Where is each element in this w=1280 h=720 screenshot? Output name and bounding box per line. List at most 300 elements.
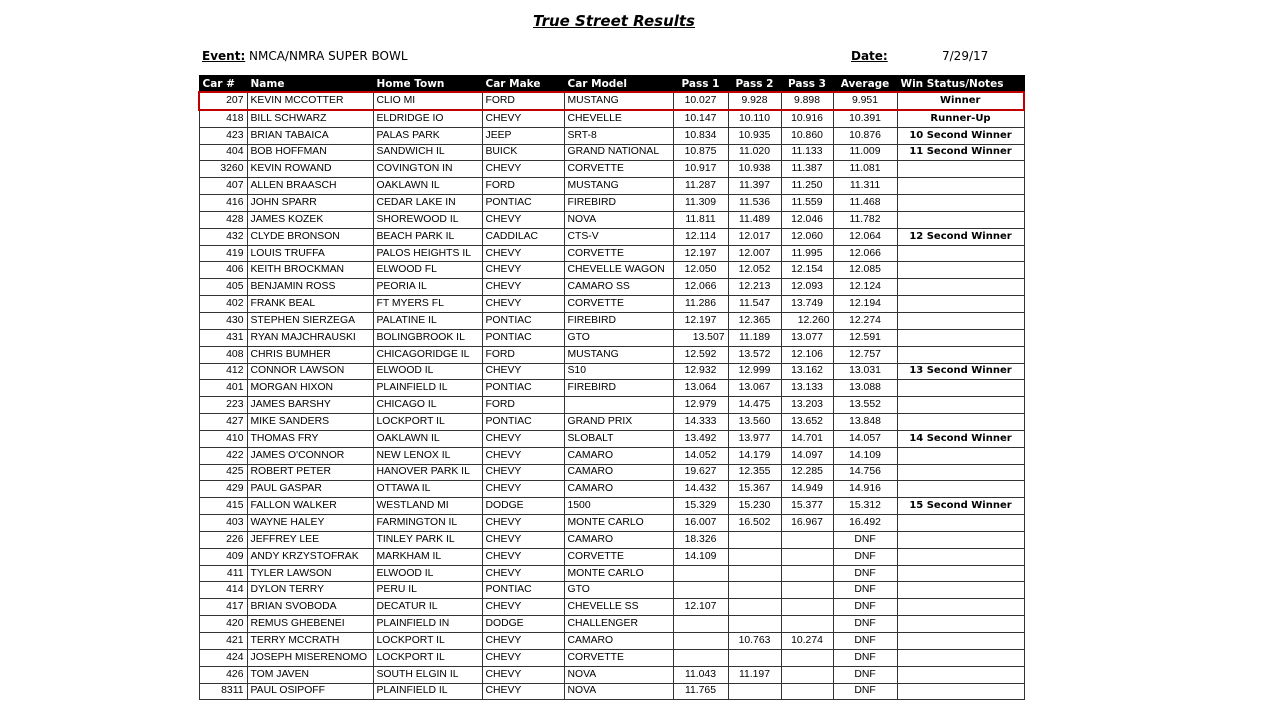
cell-car-model: FIREBIRD <box>564 195 673 212</box>
cell-average: 11.782 <box>833 211 897 228</box>
cell-win-status <box>897 683 1024 700</box>
cell-win-status: 15 Second Winner <box>897 498 1024 515</box>
cell-home-town: PLAINFIELD IL <box>373 683 482 700</box>
cell-car-model: CAMARO <box>564 633 673 650</box>
cell-average: DNF <box>833 582 897 599</box>
cell-car-number: 409 <box>199 548 247 565</box>
cell-pass-3: 14.701 <box>781 430 833 447</box>
cell-home-town: ELDRIDGE IO <box>373 110 482 127</box>
table-row <box>199 279 1024 296</box>
cell-car-make: CHEVY <box>482 683 564 700</box>
cell-pass-3: 10.916 <box>781 110 833 127</box>
cell-win-status <box>897 178 1024 195</box>
cell-home-town: PERU IL <box>373 582 482 599</box>
col-header-car-number: Car # <box>199 76 247 93</box>
cell-average: 10.876 <box>833 127 897 144</box>
cell-win-status <box>897 262 1024 279</box>
cell-car-model: NOVA <box>564 211 673 228</box>
cell-car-number: 419 <box>199 245 247 262</box>
cell-win-status <box>897 447 1024 464</box>
cell-car-model: CORVETTE <box>564 649 673 666</box>
cell-pass-2: 9.928 <box>728 92 781 110</box>
cell-average: 12.085 <box>833 262 897 279</box>
cell-car-model: MONTE CARLO <box>564 565 673 582</box>
table-row <box>199 616 1024 633</box>
cell-car-model: NOVA <box>564 683 673 700</box>
table-row <box>199 296 1024 313</box>
table-row <box>199 548 1024 565</box>
cell-average: 14.756 <box>833 464 897 481</box>
cell-name: KEITH BROCKMAN <box>247 262 373 279</box>
cell-car-make: CHEVY <box>482 245 564 262</box>
cell-home-town: OTTAWA IL <box>373 481 482 498</box>
cell-pass-1 <box>673 582 728 599</box>
table-row <box>199 211 1024 228</box>
cell-car-make: CHEVY <box>482 599 564 616</box>
cell-car-model: GRAND NATIONAL <box>564 144 673 161</box>
cell-pass-2 <box>728 649 781 666</box>
cell-name: REMUS GHEBENEI <box>247 616 373 633</box>
cell-average: 12.274 <box>833 312 897 329</box>
cell-home-town: OAKLAWN IL <box>373 430 482 447</box>
cell-average: 13.848 <box>833 414 897 431</box>
cell-home-town: DECATUR IL <box>373 599 482 616</box>
cell-car-make: PONTIAC <box>482 195 564 212</box>
cell-win-status <box>897 515 1024 532</box>
event-label: Event: <box>202 49 246 63</box>
cell-car-make: CHEVY <box>482 296 564 313</box>
cell-car-model: MONTE CARLO <box>564 515 673 532</box>
cell-home-town: CEDAR LAKE IN <box>373 195 482 212</box>
cell-car-model: FIREBIRD <box>564 380 673 397</box>
cell-car-number: 408 <box>199 346 247 363</box>
cell-pass-3 <box>781 531 833 548</box>
cell-name: TERRY MCCRATH <box>247 633 373 650</box>
cell-average: 10.391 <box>833 110 897 127</box>
cell-pass-1: 10.917 <box>673 161 728 178</box>
cell-car-model: NOVA <box>564 666 673 683</box>
cell-average: DNF <box>833 599 897 616</box>
cell-car-model: CTS-V <box>564 228 673 245</box>
cell-car-number: 410 <box>199 430 247 447</box>
cell-pass-2: 14.179 <box>728 447 781 464</box>
cell-car-model: CAMARO SS <box>564 279 673 296</box>
cell-pass-2: 11.489 <box>728 211 781 228</box>
cell-win-status: 13 Second Winner <box>897 363 1024 380</box>
cell-name: MORGAN HIXON <box>247 380 373 397</box>
cell-pass-3: 13.162 <box>781 363 833 380</box>
table-row <box>199 262 1024 279</box>
cell-average: 13.031 <box>833 363 897 380</box>
cell-win-status <box>897 397 1024 414</box>
cell-home-town: NEW LENOX IL <box>373 447 482 464</box>
cell-name: BILL SCHWARZ <box>247 110 373 127</box>
table-row <box>199 245 1024 262</box>
cell-average: 16.492 <box>833 515 897 532</box>
cell-average: DNF <box>833 683 897 700</box>
cell-win-status <box>897 380 1024 397</box>
cell-car-number: 414 <box>199 582 247 599</box>
cell-pass-2: 12.365 <box>728 312 781 329</box>
cell-name: JOSEPH MISERENOMO <box>247 649 373 666</box>
cell-average: DNF <box>833 616 897 633</box>
cell-car-make: CHEVY <box>482 279 564 296</box>
cell-car-make: CHEVY <box>482 363 564 380</box>
cell-pass-2: 13.560 <box>728 414 781 431</box>
cell-home-town: LOCKPORT IL <box>373 649 482 666</box>
cell-win-status <box>897 312 1024 329</box>
col-header-pass-3: Pass 3 <box>781 76 833 93</box>
cell-pass-3: 14.097 <box>781 447 833 464</box>
cell-car-number: 402 <box>199 296 247 313</box>
cell-pass-2: 12.017 <box>728 228 781 245</box>
table-row <box>199 110 1024 127</box>
cell-car-make: CHEVY <box>482 515 564 532</box>
cell-pass-1: 14.333 <box>673 414 728 431</box>
table-row <box>199 649 1024 666</box>
col-header-pass-1: Pass 1 <box>673 76 728 93</box>
cell-car-make: CHEVY <box>482 531 564 548</box>
cell-name: CONNOR LAWSON <box>247 363 373 380</box>
cell-pass-1: 13.492 <box>673 430 728 447</box>
cell-pass-2: 13.067 <box>728 380 781 397</box>
cell-pass-1: 12.197 <box>673 312 728 329</box>
cell-car-number: 417 <box>199 599 247 616</box>
cell-name: LOUIS TRUFFA <box>247 245 373 262</box>
cell-car-model: CORVETTE <box>564 161 673 178</box>
cell-name: TYLER LAWSON <box>247 565 373 582</box>
cell-pass-1: 15.329 <box>673 498 728 515</box>
cell-car-number: 207 <box>199 92 247 110</box>
table-row <box>199 531 1024 548</box>
cell-win-status <box>897 548 1024 565</box>
cell-pass-3 <box>781 616 833 633</box>
cell-car-make: CHEVY <box>482 161 564 178</box>
col-header-average: Average <box>833 76 897 93</box>
cell-pass-2 <box>728 616 781 633</box>
cell-pass-3 <box>781 565 833 582</box>
cell-car-number: 403 <box>199 515 247 532</box>
table-row <box>199 144 1024 161</box>
cell-car-make: FORD <box>482 346 564 363</box>
cell-car-make: CHEVY <box>482 649 564 666</box>
cell-pass-2 <box>728 683 781 700</box>
cell-home-town: CLIO MI <box>373 92 482 110</box>
cell-pass-2: 10.935 <box>728 127 781 144</box>
table-row <box>199 312 1024 329</box>
cell-name: PAUL OSIPOFF <box>247 683 373 700</box>
table-row <box>199 329 1024 346</box>
cell-car-model: GTO <box>564 329 673 346</box>
cell-pass-2 <box>728 599 781 616</box>
cell-name: JAMES O'CONNOR <box>247 447 373 464</box>
cell-pass-2: 13.572 <box>728 346 781 363</box>
cell-win-status <box>897 414 1024 431</box>
cell-win-status <box>897 195 1024 212</box>
cell-average: 11.009 <box>833 144 897 161</box>
cell-pass-1: 18.326 <box>673 531 728 548</box>
cell-car-number: 411 <box>199 565 247 582</box>
cell-pass-2: 10.110 <box>728 110 781 127</box>
cell-pass-3: 13.749 <box>781 296 833 313</box>
cell-pass-1: 10.147 <box>673 110 728 127</box>
table-row <box>199 397 1024 414</box>
cell-car-number: 420 <box>199 616 247 633</box>
cell-win-status <box>897 211 1024 228</box>
cell-win-status <box>897 161 1024 178</box>
cell-home-town: ELWOOD IL <box>373 363 482 380</box>
cell-home-town: PLAINFIELD IL <box>373 380 482 397</box>
cell-average: 12.064 <box>833 228 897 245</box>
cell-name: CLYDE BRONSON <box>247 228 373 245</box>
cell-home-town: ELWOOD IL <box>373 565 482 582</box>
cell-car-number: 418 <box>199 110 247 127</box>
table-row <box>199 565 1024 582</box>
cell-pass-1 <box>673 649 728 666</box>
cell-car-model: GTO <box>564 582 673 599</box>
cell-car-make: FORD <box>482 92 564 110</box>
cell-pass-1: 11.287 <box>673 178 728 195</box>
cell-car-make: JEEP <box>482 127 564 144</box>
table-row <box>199 178 1024 195</box>
cell-car-make: PONTIAC <box>482 312 564 329</box>
cell-pass-3 <box>781 683 833 700</box>
cell-average: DNF <box>833 565 897 582</box>
cell-pass-2: 11.547 <box>728 296 781 313</box>
cell-name: CHRIS BUMHER <box>247 346 373 363</box>
cell-home-town: BOLINGBROOK IL <box>373 329 482 346</box>
cell-pass-3: 11.387 <box>781 161 833 178</box>
cell-pass-2: 12.999 <box>728 363 781 380</box>
table-row <box>199 195 1024 212</box>
cell-average: 13.088 <box>833 380 897 397</box>
cell-car-number: 223 <box>199 397 247 414</box>
cell-win-status <box>897 633 1024 650</box>
cell-average: DNF <box>833 649 897 666</box>
cell-car-number: 226 <box>199 531 247 548</box>
cell-average: 12.757 <box>833 346 897 363</box>
cell-car-model: CHEVELLE SS <box>564 599 673 616</box>
table-row <box>199 346 1024 363</box>
cell-home-town: PALATINE IL <box>373 312 482 329</box>
cell-car-make: CHEVY <box>482 565 564 582</box>
cell-pass-2: 11.397 <box>728 178 781 195</box>
cell-pass-1: 11.309 <box>673 195 728 212</box>
cell-car-model: 1500 <box>564 498 673 515</box>
cell-pass-3: 12.060 <box>781 228 833 245</box>
cell-pass-1: 10.875 <box>673 144 728 161</box>
cell-car-model: CAMARO <box>564 447 673 464</box>
cell-car-model: CORVETTE <box>564 245 673 262</box>
table-row <box>199 666 1024 683</box>
page-title: True Street Results <box>533 12 695 30</box>
cell-car-number: 412 <box>199 363 247 380</box>
cell-average: 14.109 <box>833 447 897 464</box>
cell-car-model: MUSTANG <box>564 178 673 195</box>
cell-win-status <box>897 616 1024 633</box>
cell-average: 11.081 <box>833 161 897 178</box>
cell-car-make: CHEVY <box>482 430 564 447</box>
cell-pass-1: 13.507 <box>673 329 728 346</box>
cell-pass-3 <box>781 548 833 565</box>
cell-pass-2: 15.230 <box>728 498 781 515</box>
cell-car-number: 423 <box>199 127 247 144</box>
table-row <box>199 447 1024 464</box>
cell-pass-1: 19.627 <box>673 464 728 481</box>
cell-pass-2: 10.763 <box>728 633 781 650</box>
cell-car-make: CHEVY <box>482 110 564 127</box>
cell-name: JOHN SPARR <box>247 195 373 212</box>
cell-name: ROBERT PETER <box>247 464 373 481</box>
cell-pass-3: 12.154 <box>781 262 833 279</box>
cell-pass-1: 12.932 <box>673 363 728 380</box>
cell-pass-2: 16.502 <box>728 515 781 532</box>
cell-average: DNF <box>833 633 897 650</box>
cell-pass-3: 12.093 <box>781 279 833 296</box>
cell-car-number: 428 <box>199 211 247 228</box>
cell-car-make: CADDILAC <box>482 228 564 245</box>
cell-car-model: GRAND PRIX <box>564 414 673 431</box>
cell-win-status: Runner-Up <box>897 110 1024 127</box>
cell-win-status <box>897 565 1024 582</box>
table-row <box>199 414 1024 431</box>
cell-pass-2: 11.189 <box>728 329 781 346</box>
cell-pass-1: 14.052 <box>673 447 728 464</box>
cell-car-model: CHALLENGER <box>564 616 673 633</box>
cell-car-make: FORD <box>482 397 564 414</box>
cell-win-status <box>897 599 1024 616</box>
cell-car-number: 430 <box>199 312 247 329</box>
table-row <box>199 464 1024 481</box>
cell-home-town: PALOS HEIGHTS IL <box>373 245 482 262</box>
cell-car-make: CHEVY <box>482 447 564 464</box>
table-row <box>199 380 1024 397</box>
cell-win-status <box>897 464 1024 481</box>
cell-name: RYAN MAJCHRAUSKI <box>247 329 373 346</box>
cell-home-town: PLAINFIELD IN <box>373 616 482 633</box>
cell-pass-3: 11.133 <box>781 144 833 161</box>
cell-pass-3: 13.203 <box>781 397 833 414</box>
cell-car-make: PONTIAC <box>482 329 564 346</box>
cell-name: BRIAN TABAICA <box>247 127 373 144</box>
cell-name: DYLON TERRY <box>247 582 373 599</box>
cell-car-make: CHEVY <box>482 548 564 565</box>
table-row <box>199 582 1024 599</box>
cell-car-make: CHEVY <box>482 481 564 498</box>
cell-average: 11.468 <box>833 195 897 212</box>
cell-car-model: CAMARO <box>564 531 673 548</box>
cell-car-model: CORVETTE <box>564 548 673 565</box>
cell-pass-2 <box>728 565 781 582</box>
cell-car-number: 405 <box>199 279 247 296</box>
cell-average: 9.951 <box>833 92 897 110</box>
cell-pass-3: 14.949 <box>781 481 833 498</box>
cell-name: FRANK BEAL <box>247 296 373 313</box>
cell-home-town: FT MYERS FL <box>373 296 482 313</box>
cell-home-town: SOUTH ELGIN IL <box>373 666 482 683</box>
cell-car-number: 427 <box>199 414 247 431</box>
cell-home-town: CHICAGO IL <box>373 397 482 414</box>
cell-average: 13.552 <box>833 397 897 414</box>
cell-pass-2: 10.938 <box>728 161 781 178</box>
cell-name: ANDY KRZYSTOFRAK <box>247 548 373 565</box>
cell-car-number: 432 <box>199 228 247 245</box>
cell-pass-3 <box>781 666 833 683</box>
cell-pass-1: 12.197 <box>673 245 728 262</box>
table-row <box>199 633 1024 650</box>
cell-pass-2: 12.355 <box>728 464 781 481</box>
cell-average: 14.916 <box>833 481 897 498</box>
table-body <box>199 92 1024 700</box>
cell-name: STEPHEN SIERZEGA <box>247 312 373 329</box>
cell-car-model <box>564 397 673 414</box>
cell-car-model: SLOBALT <box>564 430 673 447</box>
cell-pass-1: 14.432 <box>673 481 728 498</box>
cell-home-town: LOCKPORT IL <box>373 414 482 431</box>
cell-car-number: 8311 <box>199 683 247 700</box>
table-header-row <box>199 76 1024 93</box>
cell-car-number: 3260 <box>199 161 247 178</box>
event-value: NMCA/NMRA SUPER BOWL <box>249 49 408 63</box>
table-row <box>199 683 1024 700</box>
cell-pass-1: 11.286 <box>673 296 728 313</box>
cell-average: 15.312 <box>833 498 897 515</box>
cell-pass-2: 11.197 <box>728 666 781 683</box>
cell-pass-2 <box>728 582 781 599</box>
cell-pass-1: 12.050 <box>673 262 728 279</box>
cell-car-model: FIREBIRD <box>564 312 673 329</box>
cell-home-town: WESTLAND MI <box>373 498 482 515</box>
cell-name: ALLEN BRAASCH <box>247 178 373 195</box>
cell-car-make: DODGE <box>482 616 564 633</box>
col-header-name: Name <box>247 76 373 93</box>
cell-win-status: 10 Second Winner <box>897 127 1024 144</box>
cell-name: BRIAN SVOBODA <box>247 599 373 616</box>
cell-win-status <box>897 296 1024 313</box>
cell-average: 14.057 <box>833 430 897 447</box>
cell-car-number: 404 <box>199 144 247 161</box>
cell-car-number: 422 <box>199 447 247 464</box>
cell-pass-2: 12.213 <box>728 279 781 296</box>
cell-home-town: PALAS PARK <box>373 127 482 144</box>
table-row <box>199 228 1024 245</box>
cell-average: DNF <box>833 531 897 548</box>
cell-car-number: 416 <box>199 195 247 212</box>
cell-car-make: CHEVY <box>482 666 564 683</box>
cell-pass-3: 10.274 <box>781 633 833 650</box>
cell-car-make: CHEVY <box>482 262 564 279</box>
cell-car-model: CORVETTE <box>564 296 673 313</box>
cell-name: JAMES KOZEK <box>247 211 373 228</box>
cell-pass-2: 12.007 <box>728 245 781 262</box>
cell-car-model: CHEVELLE WAGON <box>564 262 673 279</box>
cell-average: 12.124 <box>833 279 897 296</box>
cell-name: KEVIN ROWAND <box>247 161 373 178</box>
cell-pass-1: 13.064 <box>673 380 728 397</box>
cell-car-number: 407 <box>199 178 247 195</box>
cell-name: FALLON WALKER <box>247 498 373 515</box>
cell-car-make: PONTIAC <box>482 380 564 397</box>
cell-pass-1: 11.765 <box>673 683 728 700</box>
cell-pass-3: 12.046 <box>781 211 833 228</box>
cell-car-make: DODGE <box>482 498 564 515</box>
cell-name: BOB HOFFMAN <box>247 144 373 161</box>
cell-pass-2: 11.020 <box>728 144 781 161</box>
cell-pass-1: 12.592 <box>673 346 728 363</box>
cell-win-status <box>897 245 1024 262</box>
cell-pass-2: 11.536 <box>728 195 781 212</box>
cell-car-number: 401 <box>199 380 247 397</box>
